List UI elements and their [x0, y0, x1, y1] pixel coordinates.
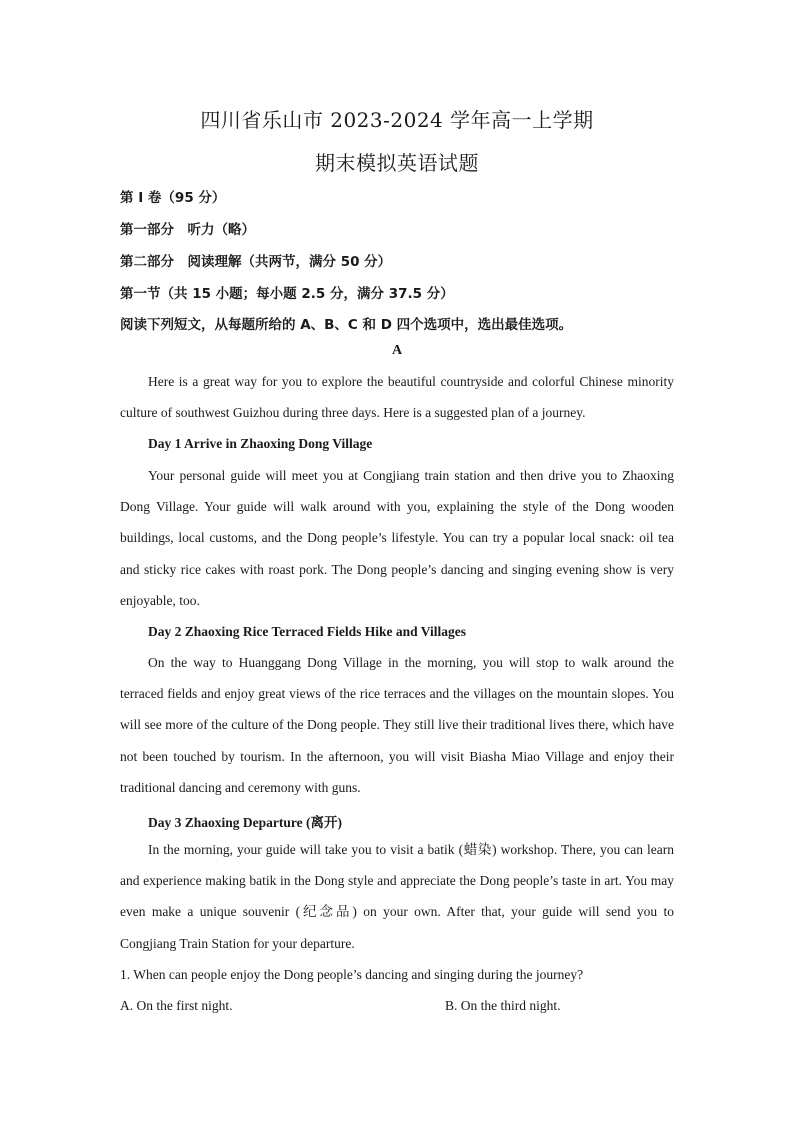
volume-label: 第 I 卷（95 分） [120, 190, 226, 206]
part1-label: 第一部分 听力（略） [120, 222, 255, 238]
day1-paragraph: Your personal guide will meet you at Congjiang train station and then drive you to Zhaoxing Dong Village. Your guide will walk around with you, explaining the style of the Dong wooden buildings, local customs, and the Dong people’s lifestyle. You can try a popular local snack: oil tea and sticky rice cakes with roast pork. The Dong people’s dancing and singing evening show is very enjoyable, too. [120, 468, 674, 608]
section1-label: 第一节（共 15 小题；每小题 2.5 分，满分 37.5 分） [120, 286, 454, 302]
day2-paragraph: On the way to Huanggang Dong Village in the morning, you will stop to walk around the terraced fields and enjoy great views of the rice terraces and the villages on the mountain slopes. You will see more of the culture of the Dong people. They still live their traditional lives there, which have not been touched by tourism. In the afternoon, you will visit Biasha Miao Village and enjoy their traditional dancing and ceremony with guns. [120, 655, 674, 795]
passage-letter: A [391, 343, 403, 358]
day3-heading: Day 3 Zhaoxing Departure (离开) [148, 815, 342, 830]
day1-heading: Day 1 Arrive in Zhaoxing Dong Village [148, 436, 373, 451]
day2-heading: Day 2 Zhaoxing Rice Terraced Fields Hike and Villages [148, 624, 467, 639]
question-1-option-a: A. On the first night. [120, 998, 233, 1013]
part2-label: 第二部分 阅读理解（共两节，满分 50 分） [120, 254, 392, 270]
question-1-stem: 1. When can people enjoy the Dong people’s dancing and singing during the journey? [120, 967, 584, 982]
question-1-option-b: B. On the third night. [445, 998, 561, 1013]
page-title: 四川省乐山市 2023-2024 学年高一上学期 [200, 108, 594, 132]
instruction-text: 阅读下列短文，从每题所给的 A、B、C 和 D 四个选项中，选出最佳选项。 [120, 317, 573, 333]
day3-paragraph: In the morning, your guide will take you to visit a batik (蜡染) workshop. There, you can learn and experience making batik in the Dong style and appreciate the Dong people’s taste in art. You may even make a unique souvenir (纪念品) on your own. After that, your guide will send you to Congjiang Train Station for your departure. [120, 842, 674, 951]
page-subtitle: 期末模拟英语试题 [315, 151, 479, 175]
passage-intro: Here is a great way for you to explore the beautiful countryside and colorful Chinese minority culture of southwest Guizhou during three days. Here is a suggested plan of a journey. [120, 374, 674, 421]
